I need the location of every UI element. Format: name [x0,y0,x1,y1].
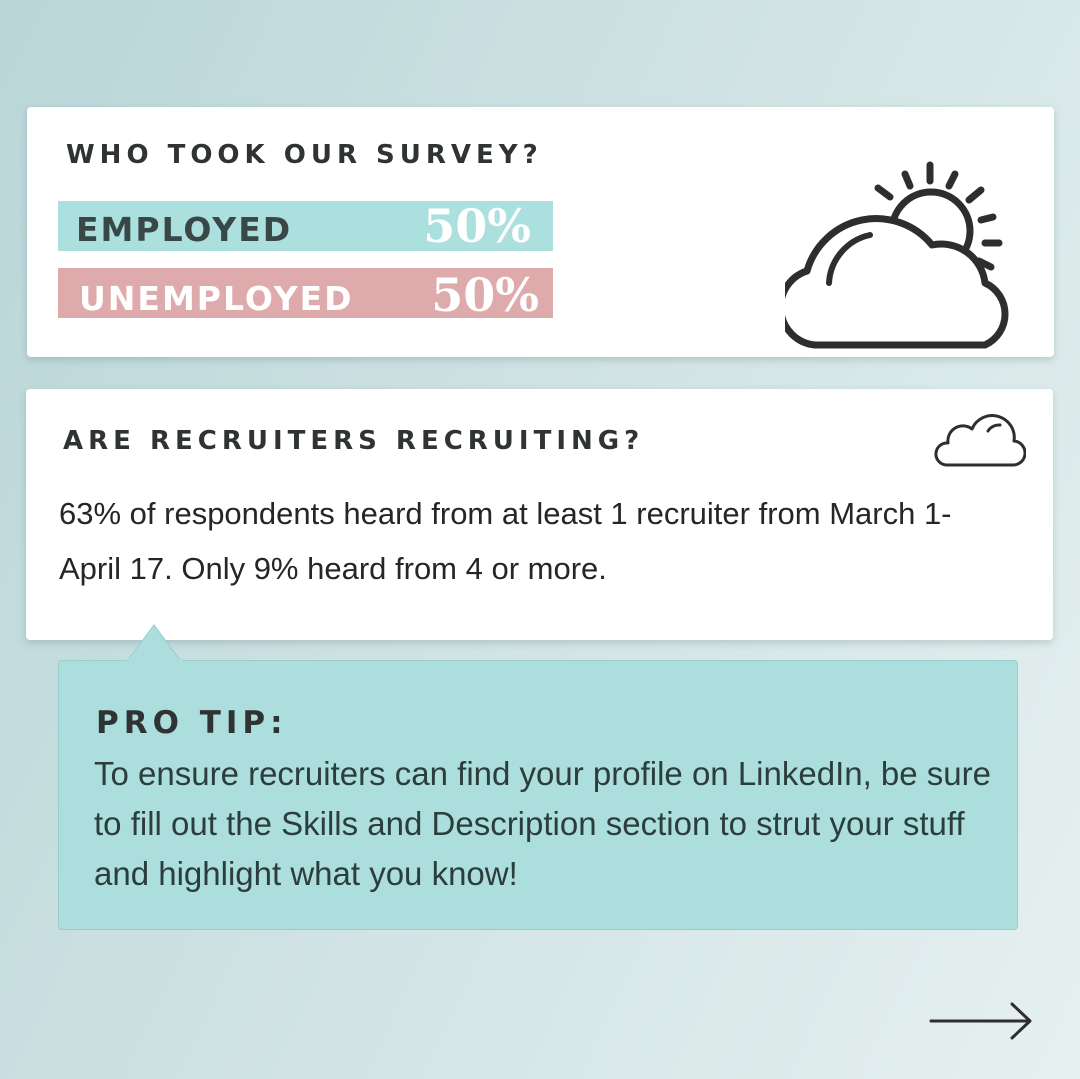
pro-tip-box [58,660,1018,930]
recruiters-body: 63% of respondents heard from at least 1 recruiter from March 1-April 17. Only 9% heard from 4 or more. [59,496,952,586]
cloud-with-sun-icon [785,159,1035,354]
unemployed-value: 50% [431,268,539,322]
employed-bar [58,201,553,251]
right-arrow-icon[interactable] [928,1001,1034,1043]
unemployed-label: UNEMPLOYED [79,279,354,318]
recruiters-card [26,389,1053,640]
pro-tip-title: PRO TIP: [96,705,288,741]
unemployed-bar [58,268,553,322]
cloud-icon [934,413,1026,471]
pro-tip-body: To ensure recruiters can find your profile on LinkedIn, be sure to fill out the Skills and Description section to strut your stuff and highlight what you know! [94,755,991,892]
employed-label: EMPLOYED [76,210,293,249]
survey-card [27,107,1054,357]
pro-tip-pointer [127,624,183,664]
employed-value: 50% [423,199,531,253]
recruiters-heading: ARE RECRUITERS RECRUITING? [63,426,645,456]
survey-heading: WHO TOOK OUR SURVEY? [66,140,543,170]
